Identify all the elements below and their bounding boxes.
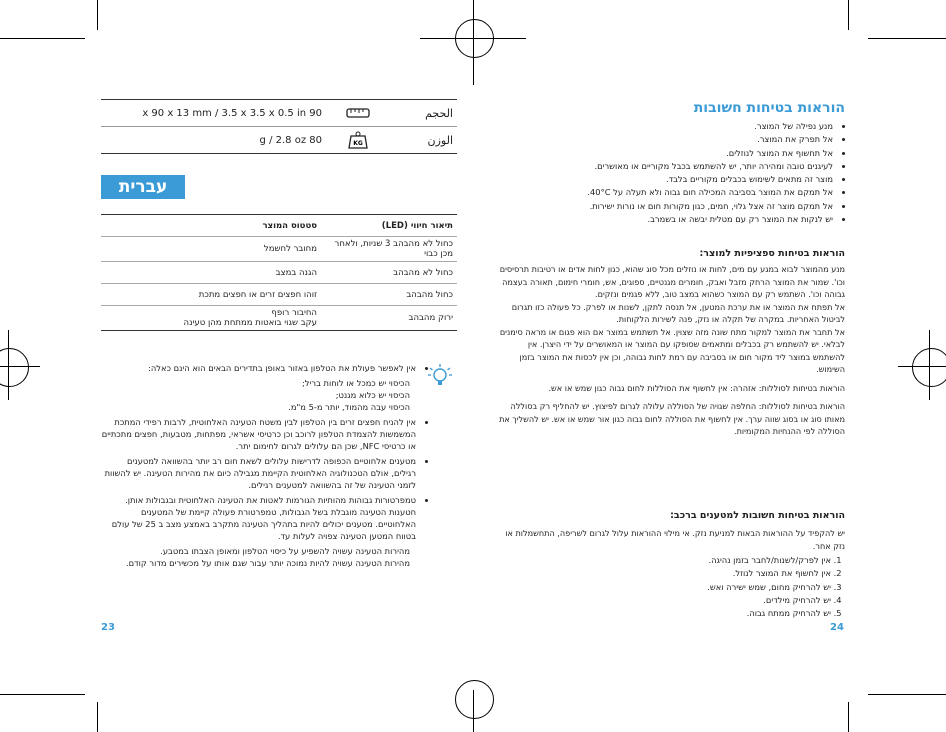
table-row [101,237,457,262]
table-row [101,284,457,306]
paragraph: הוראות בטיחות לסוללות: החלפה שגויה של הסוללה עלולה לגרום לפיצוץ. יש להחליף רק בסוללה מאותו סוג או בסוג שווה ערך. אין לחשוף את הסוללה לחום גבוה כגון אור שמש או אש. יש להשליך את הסוללה לפי ההנחיות המקומיות. [499,401,845,437]
paragraph: הוראות בטיחות לסוללות: אזהרה: אין לחשוף את הסוללות לחום גבוה כגון שמש או אש. [548,382,845,393]
list-item: 5. יש להרחיק ממתח גבוה. [498,607,831,620]
table-row [101,262,457,284]
spec-table [101,99,457,154]
table-row [101,306,457,330]
list-subitem: מהירות הטעינה עשויה להיות נמוכה יותר עבור שגם אותו על מכשירים מדור קודם. [125,558,410,569]
section-heading: הוראות בטיחות חשובות למטענים ברכב: [670,510,845,521]
kg-weight-icon-text: KG [353,140,363,147]
list-item: 1. אין לפרק/לשנות/לחבר בזמן נהיגה. [498,554,831,567]
list-subitem: הכיסוי עבה מהמוד, יותר מ-5 מ"מ. [288,402,410,413]
list-subitem: הכיסוי יש כמכל או לוחות בריל; [302,378,410,389]
registration-mark [455,680,494,719]
crop-mark-line [0,366,40,367]
list-item: • מוצר זה מתאים לשימוש בכבלים מקוריים בלבד. [498,173,833,186]
paragraph: מנע מהמוצר לבוא במגע עם מים, לחות או נוזלים מכל סוג שהוא, כגון לחות אדים או רטיבות תרסיסים וכו'. שמור את המוצר הרחק מזבל ואבק, חומרים מגנטיים, ספוגים, אש, חומרי חימום, תאורה בעצמה גבוהה וכו'. השתמש רק עם המוצר כשהוא במצב טוב, ללא פגמים ונזקים. [499,264,845,300]
spec-row-size [101,100,457,126]
table-cell: כחול מהבהב [406,289,453,300]
page-number: 23 [101,622,115,633]
led-status-table [101,214,457,331]
list-item: 4. יש להרחיק מילדים. [498,594,831,607]
table-header-row [101,215,457,237]
spec-value: 90 x 90 x 13 mm / 3.5 x 3.5 x 0.5 in [142,107,322,119]
paragraph: אל תחבר את המוצר למקור מתח שונה מזה שצוין. אל תשתמש במוצר אם הוא פגום או מראה סימנים לבלאי. יש להשתמש רק בכבלים ומתאמים שסופקו עם המוצר או המאושרים על ידי היצרן. אין להשתמש במוצר ליד מקור חום או בסביבה עם רמת לחות גבוהה, וכן אין לכסות את המוצר בזמן השימוש. [499,326,845,375]
list-item: • אל תמקם מוצר זה אצל גלוי, חמים, כגון מקורות חום או נורות ישירות. [498,200,833,213]
list-subitem: הכיסוי יש כלוא מגנט; [335,390,410,401]
lightbulb-tip-icon [427,362,453,388]
crop-mark-line [848,0,849,30]
table-header-cell: תיאור חיווי (LED) [381,220,453,231]
paragraph: אל תפתח את המוצר או את ערכת המטען, אל תנסה לתקן, לשנות או לפרק. כל פעולה כזו תגרום לביטול האחריות. במקרה של תקלה או נזק, פנה לשירות הלקוחות. [511,301,845,325]
list-item: • לעיגנים טובה ומהירה יותר, יש להשתמש בכבל מקוריים או מאושרים. [498,160,833,173]
table-cell: הגנה במצב [275,267,317,278]
list-item: • טמפרטורות גבוהות מהותיות הגורמות לאטות את הטעינה האלחוטית ובגבולות אותן. חטענות הטעינה מוגבלת בשל הגבולות, טמפרטורת פעולה קיימת של המטענים האלחוטיים. מטענים יכולים להיות בתהליך הטעינה מתקרב באמצע מצב ב 25 של עולם בטווח המטען הטעינה צפויה לעלות עד. [101,494,416,542]
ruler-icon [328,108,388,118]
spec-value: 80 g / 2.8 oz [259,134,322,146]
registration-mark [0,348,29,387]
list-item: • מנע נפילה של המוצר. [498,120,833,133]
list-item: • אל תמקם את המוצר בסביבה המכילה חום גבוה ולא תעלה על 40°C. [498,186,833,199]
table-cell: כחול לא מהבהב [393,267,453,278]
usage-notes [101,362,426,569]
list-item: 2. אין לחשוף את המוצר לנוזל. [498,567,831,580]
crop-mark-line [929,330,930,400]
safety-list [498,120,845,226]
crop-mark-line [898,366,946,367]
table-cell: כחול לא מהבהב 3 שניות, ולאחר מכן כבוי [334,239,453,259]
list-item: • יש לנקות את המוצר רק עם מטלית יבשה או בשמרב. [498,213,833,226]
list-item: • אין להניח חפצים זרים בין הטלפון לבין משטח הטעינה האלחוטית, לרבות רפידי המתכת המשמשות להצמדת הטלפון לרוכב וכן כרטיסי אשראי, מפתחות, מטבעות, חפצים מתכתיים או כרטיסי NFC, שכן הם עלולים לגרום לחימום יתר. [101,416,416,452]
registration-mark [455,19,494,58]
crop-mark-line [868,38,946,39]
list-subitem: מהירות הטעינה עשויה להשפיע על כיסוי הטלפון ומאופן הצבתו במטבע. [160,546,410,557]
table-cell: ירוק מהבהב [408,313,453,323]
crop-mark-line [97,702,98,732]
table-cell: החיבור רופף עקב שגוי בואטות ממתחת מהן טעינה [183,308,317,328]
section-body [498,263,845,438]
crop-mark-line [8,330,9,400]
table-cell: מחובר לחשמל [263,244,317,254]
numbered-list [498,554,845,620]
spec-row-weight [101,126,457,153]
language-tab-heading: עברית [101,175,185,199]
table-cell: זוהו חפצים זרים או חפצים מתכת [198,289,317,300]
section-intro: יש להקפיד על ההוראות הבאות למניעת נזק. אי מילוי ההוראות עלול לגרום לשריפה, התחשמלות או נזק אחר. [505,528,845,551]
list-item: 3. יש להרחיק מחום, שמש ישירה ואש. [498,581,831,594]
table-header-cell: סטטוס המוצר [262,220,317,231]
crop-mark-line [0,694,85,695]
list-item: • אל תפרק את המוצר. [498,133,833,146]
crop-mark-line [0,38,85,39]
spec-label: الوزن [427,133,453,147]
crop-mark-line [97,0,98,30]
crop-mark-line [848,702,849,732]
section-heading: הוראות בטיחות ספציפיות למוצר: [699,248,845,259]
safety-title: הוראות בטיחות חשובות [693,100,845,116]
spec-label: الحجم [425,106,453,120]
list-item: • מטענים אלחוטיים הכפופה לדרישות עלולים לשאת חום רב יותר בהשוואה למטענים רגילים, אולם הטכנולוגיה האלחוטית הקיימת מגבילה כיום את מהירות הטעינה. יש להשוות לזמני הטעינה של זה בהשוואה למטענים רגילים. [101,455,416,491]
list-item: • אין לאפשר פעולת את הטלפון באזור באופן בתדירים הבאים הוא הינם כאלה: [101,362,416,374]
list-item: • אל תחשוף את המוצר לנוזלים. [498,147,833,160]
kg-weight-icon [328,131,388,149]
crop-mark-line [868,694,946,695]
page-number: 24 [830,622,844,633]
